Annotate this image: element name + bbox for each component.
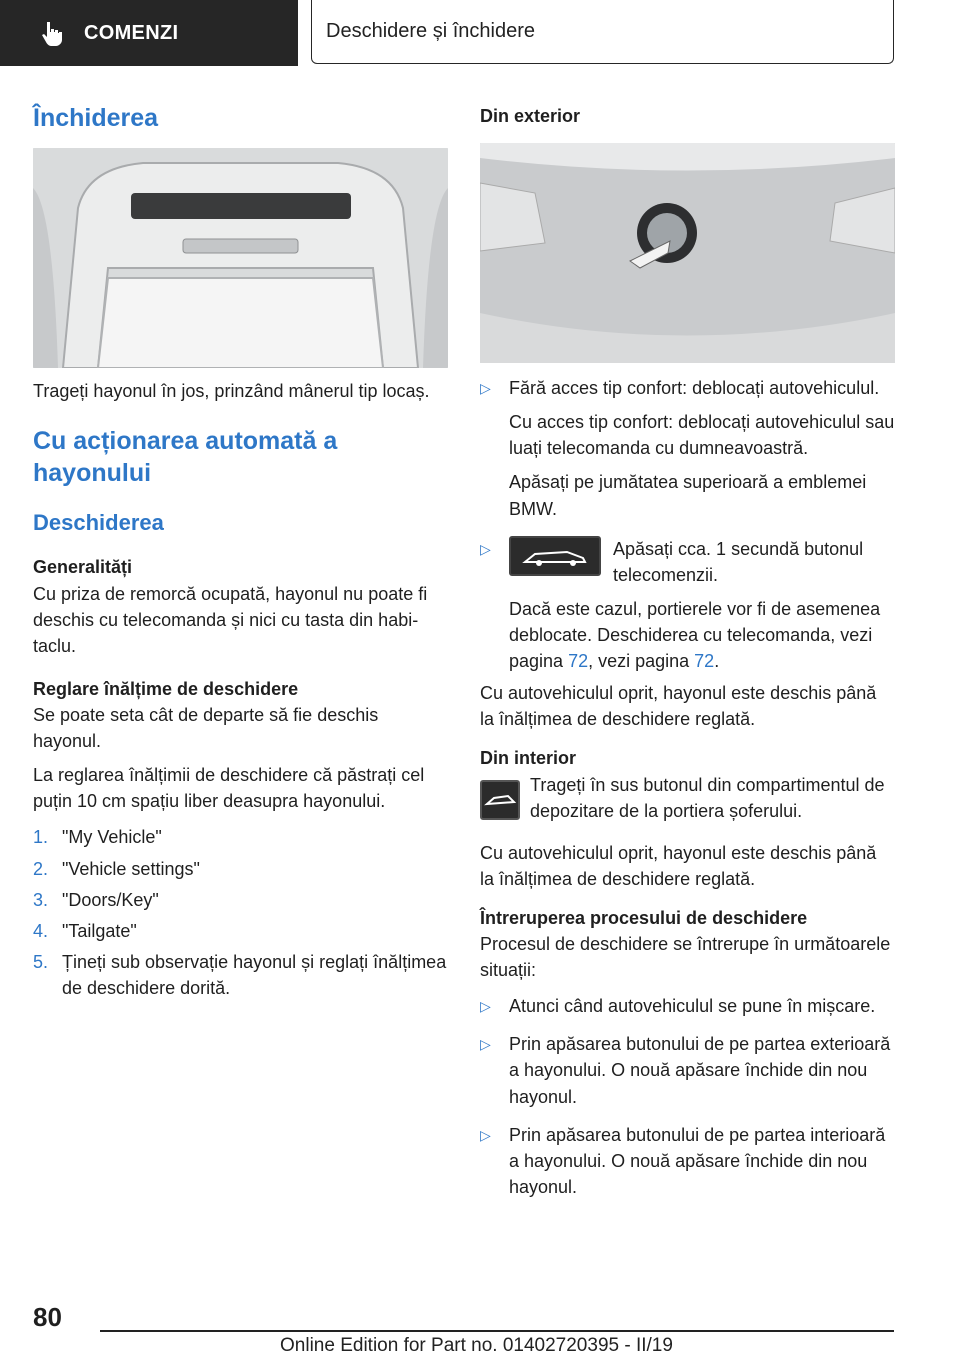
footer-divider: [100, 1330, 894, 1332]
list-item: 1. "My Vehicle": [33, 827, 162, 848]
remote-info: Dacă este cazul, portierele vor fi de asemenea deblocate. Deschiderea cu telecomanda, vezi pagina 72, vezi pagina 72.: [509, 598, 881, 672]
footer-edition: Online Edition for Part no. 01402720395 - II/19: [280, 1335, 673, 1356]
bullet-item: ▷ Atunci când autovehiculul se pune în mișcare.: [480, 993, 895, 1019]
heading-interrupt: Întreruperea procesului de deschidere: [480, 907, 808, 928]
heading-opening: Deschiderea: [33, 509, 164, 535]
section-title: Deschidere și închidere: [326, 20, 535, 42]
bullet-triangle-icon: ▷: [480, 998, 491, 1015]
list-item: 2. "Vehicle settings": [33, 858, 200, 879]
general-text: Cu priza de remorcă ocupată, hayonul nu poate fi deschis cu telecomanda și nici cu tasta din habitaclu.: [33, 583, 428, 656]
list-item: 4. "Tailgate": [33, 920, 137, 941]
right-column: [480, 100, 895, 1200]
heading-from-inside: Din interior: [480, 748, 577, 769]
closing-text: Trageți hayonul în jos, prinzând mânerul tip locaș.: [33, 381, 430, 402]
heading-closing: Închiderea: [33, 104, 159, 132]
steps-list: [33, 824, 448, 1001]
heading-automatic-tailgate: Cu acționarea automată a hayonului: [33, 427, 338, 487]
heading-from-outside: Din exterior: [480, 106, 581, 126]
hand-pointer-icon: [38, 19, 66, 47]
list-item: 5. Țineți sub observație hayonul și reglați înălțimea de deschidere dorită.: [33, 951, 447, 998]
chapter-tab[interactable]: [0, 0, 298, 66]
inside-instruction: Trageți în sus butonul din compartimentul de depozitare de la portiera șoferului.: [480, 772, 895, 824]
after-outside-text: Cu autovehiculul oprit, hayonul este deschis până la înălțimea de deschidere reglată.: [480, 683, 877, 730]
bullet-item: ▷ Prin apăsarea butonului de pe partea exterioară a hayonului. O nouă apăsare închide din nou hayonul.: [480, 1031, 895, 1109]
heading-general: Generalități: [33, 557, 133, 578]
page-number: 80: [33, 1302, 62, 1332]
page-link[interactable]: 72: [694, 651, 715, 672]
after-inside-text: Cu autovehiculul oprit, hayonul este deschis până la înălțimea de deschidere reglată.: [480, 842, 877, 889]
bullet-triangle-icon: ▷: [480, 380, 491, 397]
page-link[interactable]: 72: [568, 651, 589, 672]
bullet-item: ▷ Apăsați cca. 1 secundă butonul telecomenzii. Dacă este cazul, portierele vor fi de asemenea deblocate. Deschiderea cu telecomanda, vezi pagina 72, vezi pagina 72.: [480, 536, 895, 674]
tailgate-interior-button-icon: [480, 780, 520, 820]
bullet-item: ▷ Fără acces tip confort: deblocați autovehiculul. Cu acces tip confort: deblocați autovehiculul sau luați telecomanda cu dumneavoastră. Apăsați pe jumătatea superioară a emblemei BMW.: [480, 375, 895, 521]
section-title-box: [311, 0, 894, 64]
tailgate-remote-button-icon: [509, 536, 601, 576]
height-text-2: La reglarea înălțimii de deschidere că păstrați cel puțin 10 cm spațiu liber deasupra hayonului.: [33, 765, 425, 812]
height-text-1: Se poate seta cât de departe să fie deschis hayonul.: [33, 705, 379, 752]
interrupt-text: Procesul de deschidere se întrerupe în următoarele situații:: [480, 934, 891, 981]
bullet-triangle-icon: ▷: [480, 1126, 491, 1143]
bmw-emblem-figure: [480, 143, 895, 363]
left-column: [33, 100, 448, 1001]
bullet-triangle-icon: ▷: [480, 540, 491, 557]
list-item: 3. "Doors/Key": [33, 889, 159, 910]
bullet-triangle-icon: ▷: [480, 1036, 491, 1053]
chapter-label: COMENZI: [84, 21, 179, 44]
bullet-item: ▷ Prin apăsarea butonului de pe partea interioară a hayonului. O nouă apăsare închide din nou hayonul.: [480, 1122, 895, 1200]
heading-opening-height: Reglare înălțime de deschidere: [33, 678, 299, 699]
tailgate-interior-figure: [33, 148, 448, 368]
